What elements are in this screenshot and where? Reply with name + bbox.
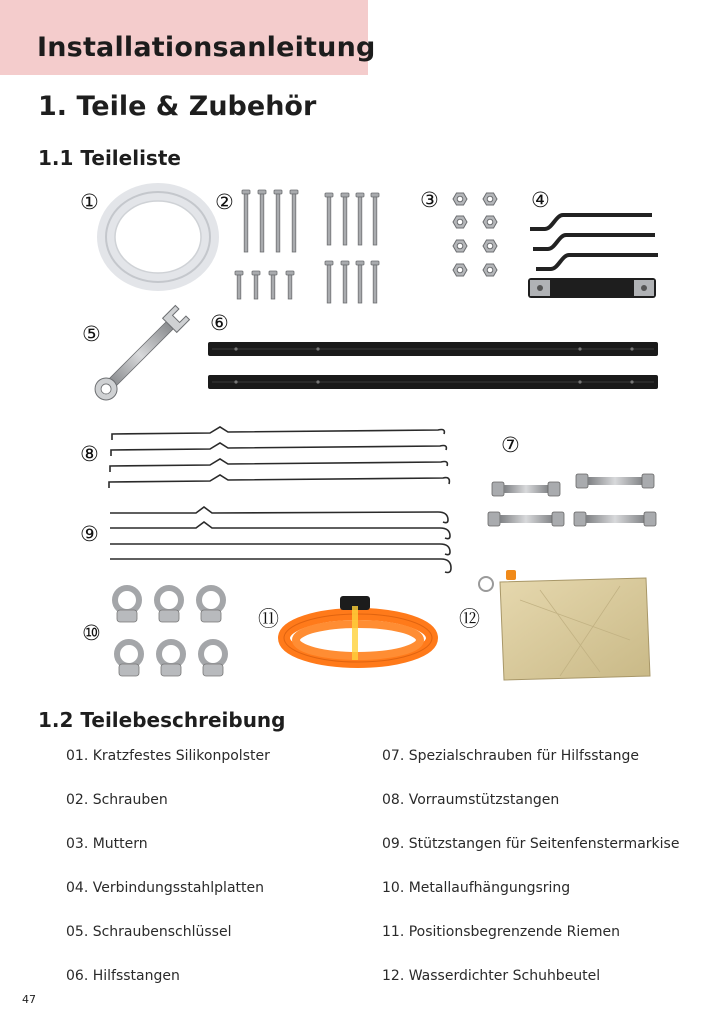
list-item: 03. Muttern bbox=[66, 836, 148, 852]
section-title: 1. Teile & Zubehör bbox=[38, 91, 317, 122]
eye-rings-icon bbox=[115, 588, 225, 676]
parts-list-title: 1.1 Teileliste bbox=[38, 146, 181, 170]
list-item: 07. Spezialschrauben für Hilfsstange bbox=[382, 748, 639, 764]
wrench-icon bbox=[91, 305, 191, 405]
list-item: 02. Schrauben bbox=[66, 792, 168, 808]
description-list-left bbox=[66, 746, 270, 1010]
description-title: 1.2 Teilebeschreibung bbox=[38, 708, 286, 732]
special-bolts-icon bbox=[488, 474, 656, 526]
marker-10: ⑩ bbox=[82, 621, 101, 645]
shoe-bag-icon bbox=[479, 570, 650, 680]
list-item: 04. Verbindungsstahlplatten bbox=[66, 880, 264, 896]
marker-4: ④ bbox=[531, 188, 550, 212]
strap-icon bbox=[284, 596, 432, 662]
marker-3: ③ bbox=[420, 188, 439, 212]
list-item: 06. Hilfsstangen bbox=[66, 968, 180, 984]
marker-9: ⑨ bbox=[80, 522, 99, 546]
marker-6: ⑥ bbox=[210, 311, 229, 335]
list-item: 09. Stützstangen für Seitenfenstermarkise bbox=[382, 836, 680, 852]
marker-11: ⑪ bbox=[258, 607, 279, 631]
silicone-pad-icon bbox=[106, 192, 210, 282]
auxiliary-rails-icon bbox=[208, 342, 658, 389]
marker-8: ⑧ bbox=[80, 442, 99, 466]
marker-7: ⑦ bbox=[501, 433, 520, 457]
marker-2: ② bbox=[215, 190, 234, 214]
marker-12: ⑫ bbox=[459, 607, 480, 631]
header-banner bbox=[0, 0, 376, 75]
marker-5: ⑤ bbox=[82, 322, 101, 346]
list-item: 11. Positionsbegrenzende Riemen bbox=[382, 924, 620, 940]
manual-title: Installationsanleitung bbox=[37, 32, 376, 63]
description-list-right bbox=[382, 746, 679, 1010]
list-item: 01. Kratzfestes Silikonpolster bbox=[66, 748, 270, 764]
side-window-rods-icon bbox=[110, 507, 451, 573]
marker-1: ① bbox=[80, 190, 99, 214]
page-number: 47 bbox=[22, 993, 36, 1006]
parts-figure bbox=[70, 180, 670, 690]
list-item: 05. Schraubenschlüssel bbox=[66, 924, 232, 940]
steel-plates-icon bbox=[528, 215, 658, 298]
list-item: 12. Wasserdichter Schuhbeutel bbox=[382, 968, 601, 984]
list-item: 08. Vorraumstützstangen bbox=[382, 792, 560, 808]
vestibule-rods-icon bbox=[109, 427, 449, 488]
nuts-icon bbox=[453, 193, 497, 276]
list-item: 10. Metallaufhängungsring bbox=[382, 880, 571, 896]
screws-icon bbox=[235, 190, 379, 303]
